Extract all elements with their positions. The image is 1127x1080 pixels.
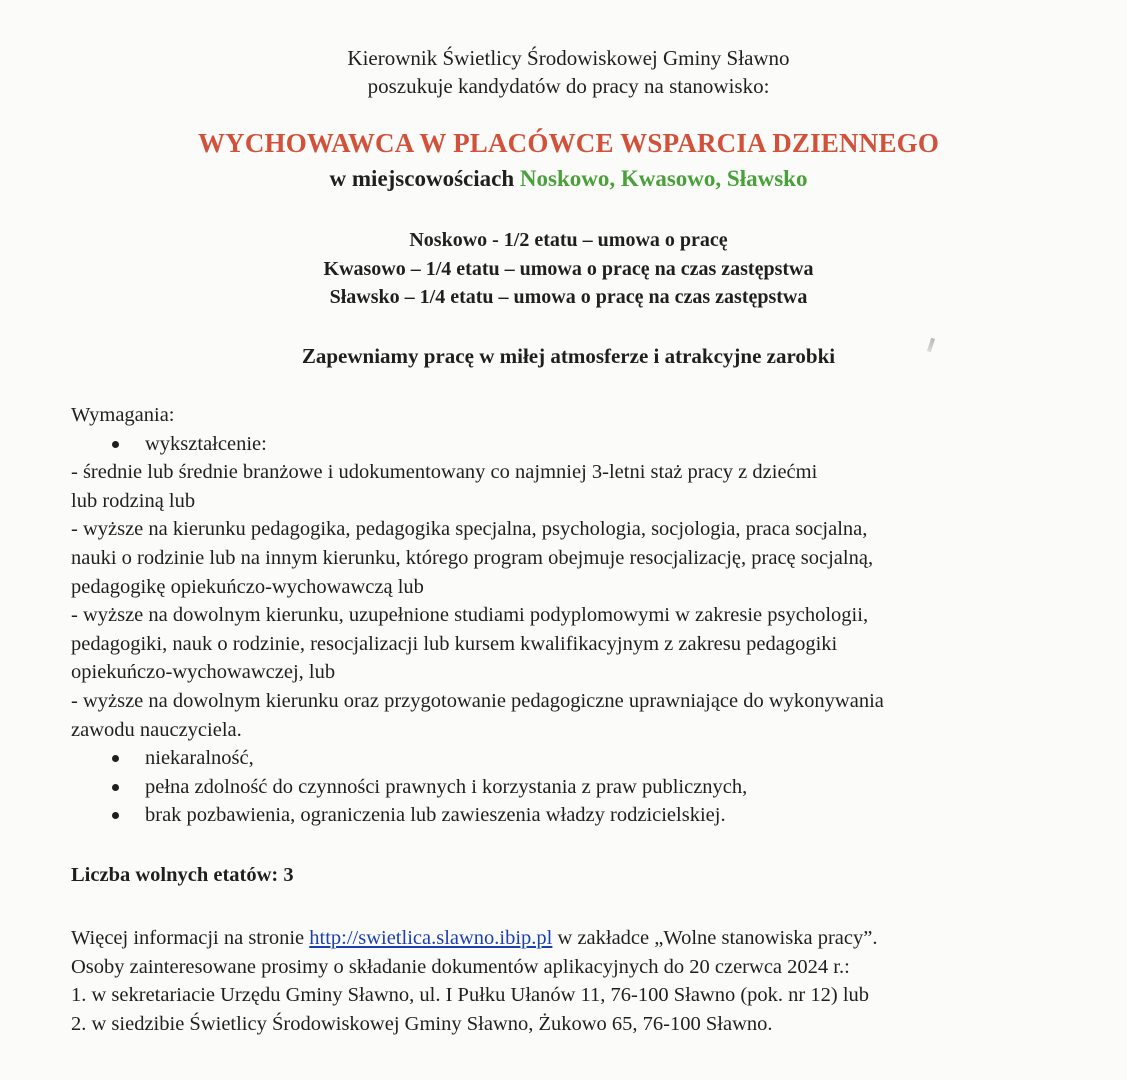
requirement-bullet-parental-authority: brak pozbawienia, ograniczenia lub zawieszenia władzy rodzicielskiej.: [71, 801, 1067, 830]
position-kwasowo: Kwasowo – 1/4 etatu – umowa o pracę na czas zastępstwa: [323, 257, 814, 280]
education-option-1-line-1: - średnie lub średnie branżowe i udokumentowany co najmniej 3-letni staż pracy z dziećmi: [71, 461, 818, 484]
education-option-3-line-3: opiekuńczo-wychowawczej, lub: [71, 661, 336, 684]
intro: [0, 44, 1127, 100]
education-option-4-line-2: zawodu nauczyciela.: [71, 718, 242, 741]
application-place-1: 1. w sekretariacie Urzędu Gminy Sławno, ul. I Pułku Ułanów 11, 76-100 Sławno (pok. nr 12) lub: [71, 984, 870, 1006]
vacancies-count: Liczba wolnych etatów: 3: [71, 864, 294, 886]
locations-list: Noskowo, Kwasowo, Sławsko: [519, 166, 808, 191]
education-option-1-line-2: lub rodziną lub: [71, 489, 196, 512]
deadline-line: Osoby zainteresowane prosimy o składanie dokumentów aplikacyjnych do 20 czerwca 2024 r.:: [71, 955, 850, 978]
more-info-line: [71, 924, 1071, 953]
more-info-prefix: Więcej informacji na stronie: [71, 927, 305, 949]
seeking-line: poszukuje kandydatów do pracy na stanowisko:: [367, 74, 770, 98]
education-option-2-line-2: nauki o rodzinie lub na innym kierunku, którego program obejmuje resocjalizację, pracę socjalną,: [71, 546, 874, 569]
employer-line: Kierownik Świetlicy Środowiskowej Gminy Sławno: [347, 46, 790, 70]
education-option-3-line-1: - wyższe na dowolnym kierunku, uzupełnione studiami podyplomowymi w zakresie psychologii,: [71, 604, 869, 627]
more-info-suffix: w zakładce „Wolne stanowiska pracy”.: [557, 927, 878, 949]
requirements-section: [71, 401, 1067, 830]
application-place-2: 2. w siedzibie Świetlicy Środowiskowej Gminy Sławno, Żukowo 65, 76-100 Sławno.: [71, 1012, 773, 1035]
education-bullet: wykształcenie:: [71, 430, 1067, 459]
job-title: WYCHOWAWCA W PLACÓWCE WSPARCIA DZIENNEGO: [197, 128, 940, 158]
offer-line: Zapewniamy pracę w miłej atmosferze i atrakcyjne zarobki: [301, 344, 836, 368]
education-option-2-line-3: pedagogikę opiekuńczo-wychowawczą lub: [71, 575, 424, 598]
requirement-bullet-legal-capacity: pełna zdolność do czynności prawnych i korzystania z praw publicznych,: [71, 773, 1067, 802]
position-noskowo: Noskowo - 1/2 etatu – umowa o pracę: [409, 229, 728, 251]
education-option-4-line-1: - wyższe na dowolnym kierunku oraz przygotowanie pedagogiczne uprawniające do wykonywania: [71, 689, 884, 712]
requirements-heading: Wymagania:: [71, 404, 175, 426]
website-link[interactable]: http://swietlica.slawno.ibip.pl: [309, 927, 553, 949]
locations-prefix: w miejscowościach: [329, 166, 515, 191]
position-slawsko: Sławsko – 1/4 etatu – umowa o pracę na czas zastępstwa: [329, 286, 808, 308]
contact-section: [71, 924, 1071, 1038]
requirement-bullet-no-record: niekaralność,: [71, 744, 1067, 773]
locations-line: [0, 166, 1127, 192]
positions-list: [0, 226, 1127, 312]
education-option-2-line-1: - wyższe na kierunku pedagogika, pedagogika specjalna, psychologia, socjologia, praca socjalna,: [71, 518, 868, 541]
education-option-3-line-2: pedagogiki, nauk o rodzinie, resocjalizacji lub kursem kwalifikacyjnym z zakresu pedagogiki: [71, 632, 838, 655]
